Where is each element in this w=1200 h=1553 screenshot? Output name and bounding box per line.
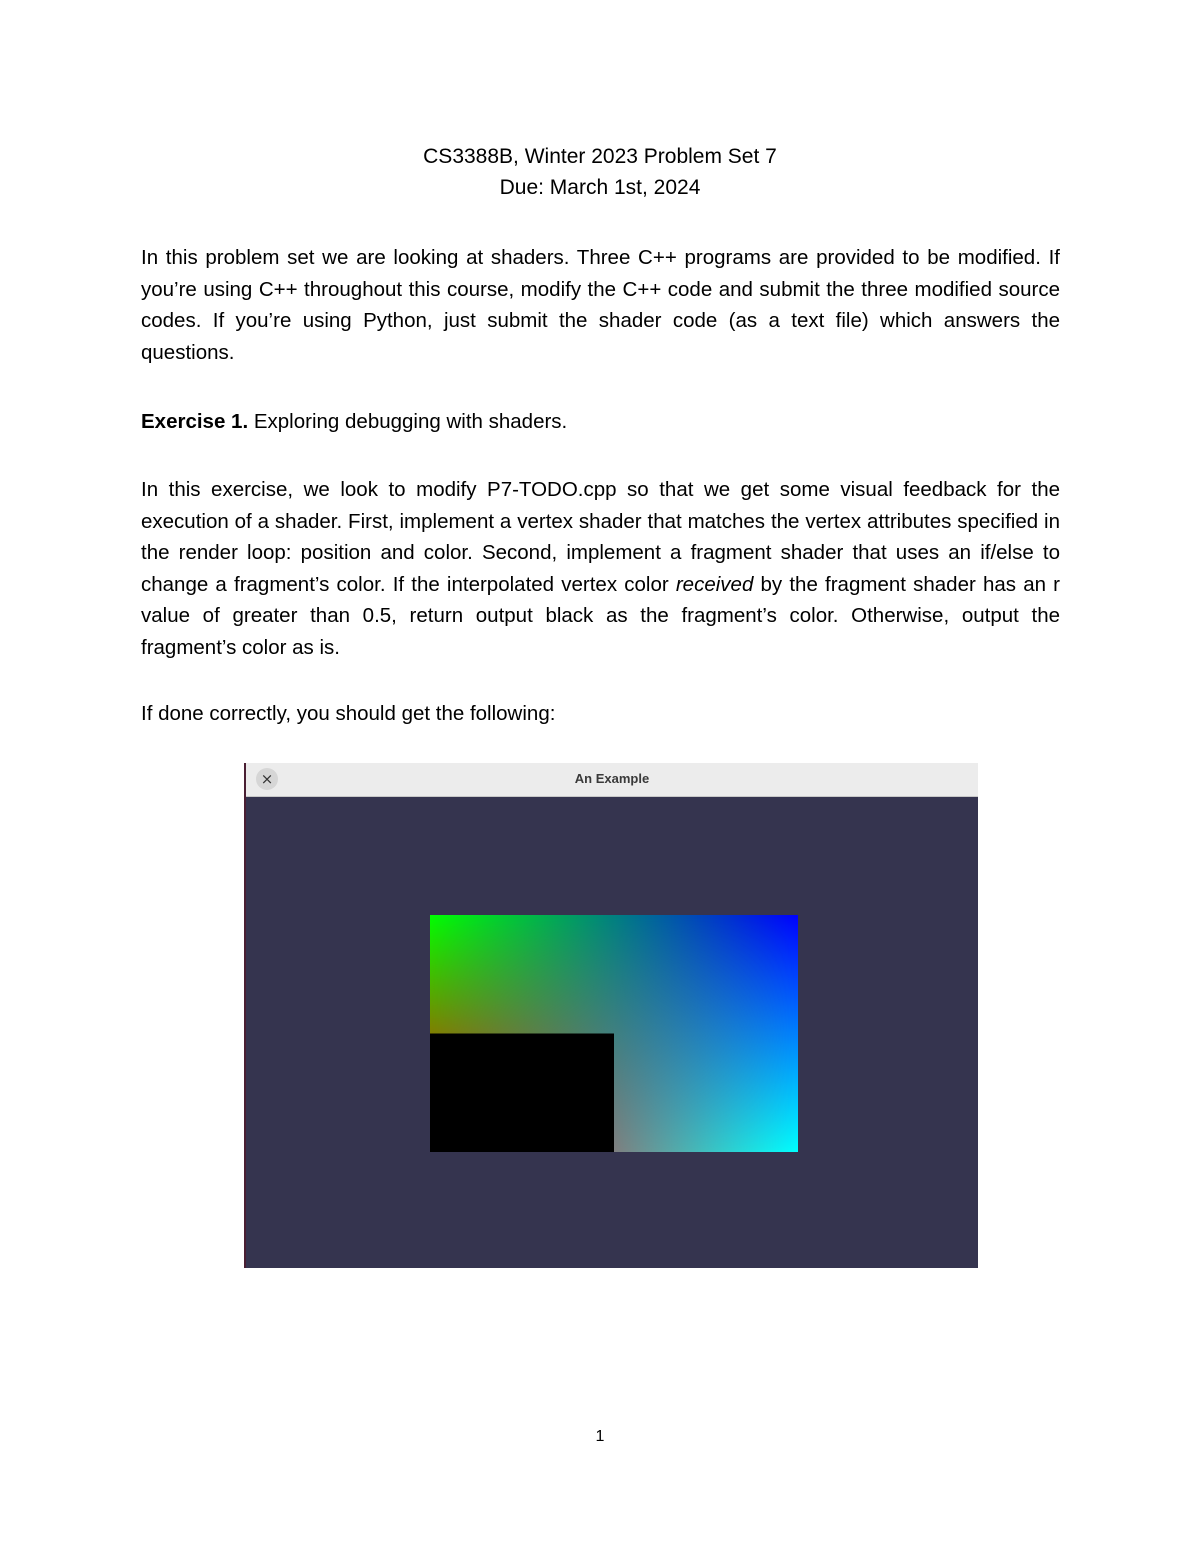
black-fragment-region xyxy=(430,1034,614,1153)
window-title: An Example xyxy=(574,771,650,786)
document-title: CS3388B, Winter 2023 Problem Set 7 xyxy=(423,145,777,168)
exercise-1-body xyxy=(141,474,1060,664)
example-window-screenshot xyxy=(244,763,978,1268)
document-header xyxy=(0,141,1200,203)
window-titlebar xyxy=(246,763,978,797)
exercise-1-body-emphasis: received xyxy=(675,572,754,596)
exercise-1-title: Exploring debugging with shaders. xyxy=(248,410,568,433)
exercise-1-body-part1: In this exercise, we look to modify P7-TODO.cpp so that we get some visual feedback for the execution of a shader. First, implement a vertex shader that matches the vertex attributes specified in the render loop: position and color. Second, implement a fragment shader that uses an if/else to change a fragment’s color. If the interpolated vertex color xyxy=(141,478,1060,596)
exercise-1-heading xyxy=(141,406,1060,438)
shader-render-output xyxy=(430,915,798,1152)
page-number: 1 xyxy=(595,1428,605,1445)
close-icon[interactable]: × xyxy=(256,768,278,790)
intro-paragraph: In this problem set we are looking at shaders. Three C++ programs are provided to be modified. If you’re using C++ throughout this course, modify the C++ code and submit the three modified source codes. If you’re using Python, just submit the shader code (as a text file) which answers the questions. xyxy=(141,246,1060,364)
exercise-1-body-part2: by the fragment shader has an r value of greater than 0.5, return output black as the fragment’s color. Otherwise, output the fragment’s color as is. xyxy=(141,572,1061,659)
exercise-1-label: Exercise 1. xyxy=(141,410,249,433)
result-intro: If done correctly, you should get the following: xyxy=(141,702,556,725)
due-date: Due: March 1st, 2024 xyxy=(499,176,701,199)
